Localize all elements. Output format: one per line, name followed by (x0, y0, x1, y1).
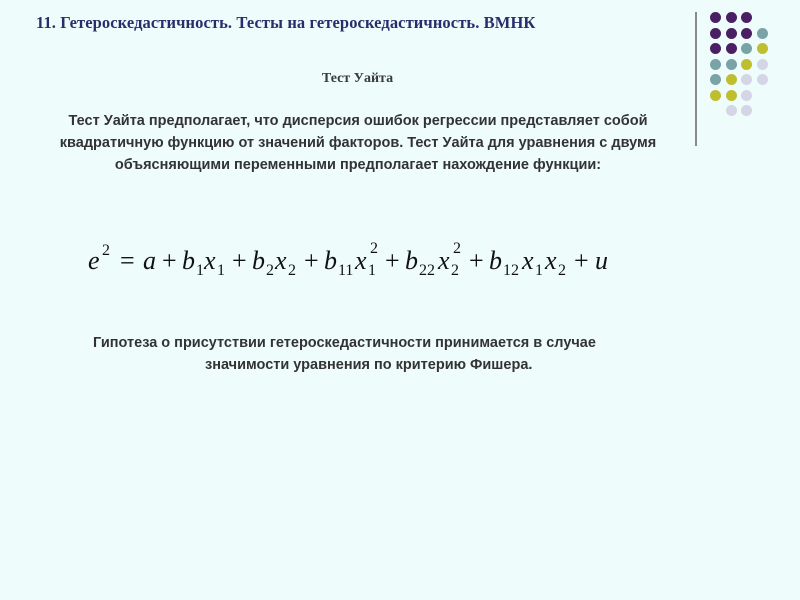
svg-text:e: e (88, 246, 100, 275)
svg-text:b: b (489, 246, 502, 275)
decorative-dot (741, 28, 752, 39)
decorative-dot (726, 12, 737, 23)
svg-text:+: + (232, 246, 247, 275)
decorative-dot (726, 59, 737, 70)
hypothesis-paragraph (60, 332, 690, 376)
svg-text:2: 2 (266, 262, 274, 279)
svg-text:b: b (252, 246, 265, 275)
svg-text:x: x (438, 246, 450, 275)
svg-text:b: b (182, 246, 195, 275)
decorative-dot (710, 59, 721, 70)
svg-text:x: x (355, 246, 367, 275)
decorative-dot (741, 12, 752, 23)
decorative-dot (710, 28, 721, 39)
svg-text:+: + (385, 246, 400, 275)
decorative-dot (726, 28, 737, 39)
decorative-dot (710, 12, 721, 23)
decorative-dot (757, 43, 768, 54)
svg-text:1: 1 (217, 262, 225, 279)
section-heading: Тест Уайта (321, 71, 394, 86)
decorative-dot (741, 90, 752, 101)
svg-text:=: = (120, 246, 135, 275)
svg-text:1: 1 (196, 262, 204, 279)
svg-text:b: b (405, 246, 418, 275)
svg-text:x: x (204, 246, 216, 275)
svg-text:2: 2 (288, 262, 296, 279)
svg-text:x: x (522, 246, 534, 275)
svg-text:2: 2 (102, 242, 110, 259)
decorative-dot (726, 90, 737, 101)
svg-text:a: a (143, 246, 156, 275)
svg-text:1: 1 (535, 262, 543, 279)
decorative-dot (726, 74, 737, 85)
decorative-dot (710, 90, 721, 101)
decorative-dot (757, 59, 768, 70)
svg-text:12: 12 (503, 262, 519, 279)
svg-text:2: 2 (451, 262, 459, 279)
svg-text:22: 22 (419, 262, 435, 279)
svg-text:+: + (469, 246, 484, 275)
decorative-dot (741, 43, 752, 54)
decorative-dot (741, 59, 752, 70)
hypothesis-line-2: значимости уравнения по критерию Фишера. (205, 357, 533, 373)
svg-text:2: 2 (453, 240, 461, 257)
decorative-dot (741, 105, 752, 116)
decorative-dot (757, 74, 768, 85)
svg-text:1: 1 (368, 262, 376, 279)
white-test-formula (82, 231, 662, 291)
svg-text:11: 11 (338, 262, 354, 279)
decorative-dot (710, 43, 721, 54)
intro-paragraph: Тест Уайта предполагает, что дисперсия ошибок регрессии представляет собой квадратичную функцию от значений факторов. Тест Уайта для уравнения с двумя объясняющими переменными предполагает нахождение функции: (59, 113, 657, 173)
svg-text:2: 2 (370, 240, 378, 257)
svg-text:b: b (324, 246, 337, 275)
svg-text:x: x (275, 246, 287, 275)
decorative-dot (726, 105, 737, 116)
decorative-dot (757, 28, 768, 39)
decorative-dot (741, 74, 752, 85)
decorative-dot (726, 43, 737, 54)
slide-title: 11. Гетероскедастичность. Тесты на гетероскедастичность. ВМНК (36, 13, 536, 32)
decorative-dot-grid (710, 12, 774, 132)
svg-text:+: + (574, 246, 589, 275)
hypothesis-line-1: Гипотеза о присутствии гетероскедастичности принимается в случае (93, 335, 596, 351)
svg-text:+: + (304, 246, 319, 275)
svg-text:x: x (545, 246, 557, 275)
svg-text:2: 2 (558, 262, 566, 279)
svg-text:+: + (162, 246, 177, 275)
svg-text:u: u (595, 246, 608, 275)
